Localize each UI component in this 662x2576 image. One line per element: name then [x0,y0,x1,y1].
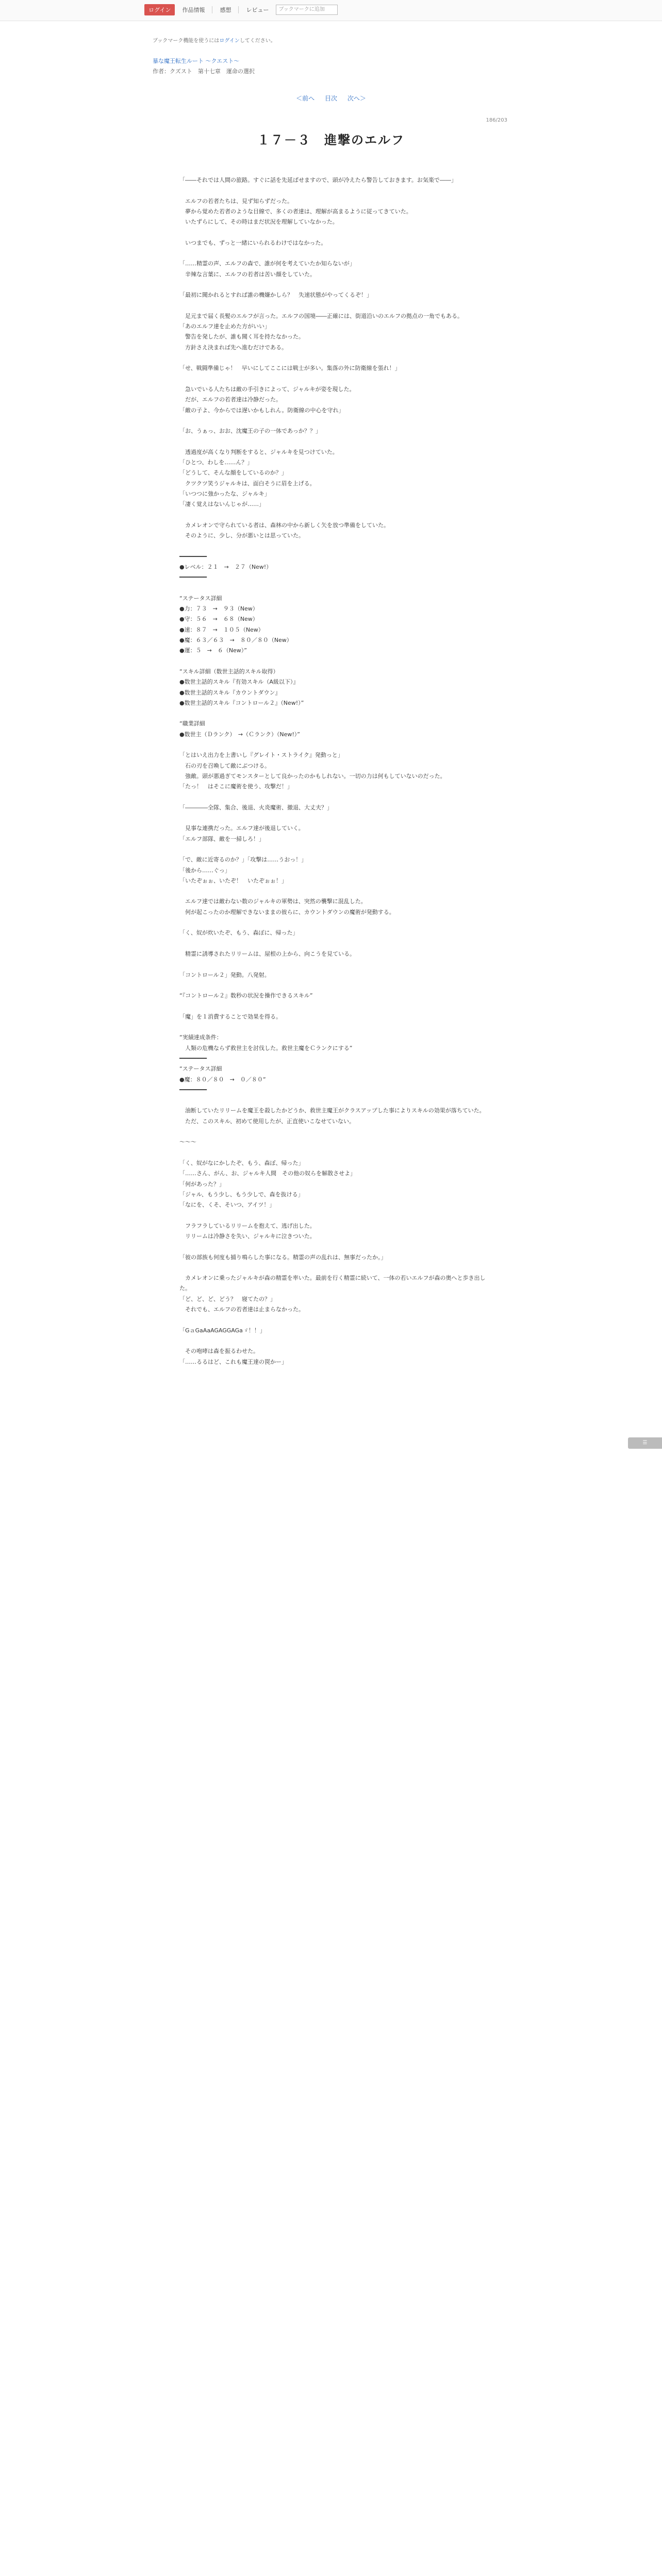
notice-prefix: ブックマーク機能を使うには [153,38,220,44]
top-navigation-bar [0,0,662,21]
page-count: 186/203 [486,117,507,123]
author-line: 作者：クズスト 第十七章 運命の選択 [153,68,255,75]
chapter-pager-top [0,94,662,103]
login-button[interactable]: ログイン [144,4,175,15]
bookmark-notice [153,36,276,44]
chapter-body-text: 「――それでは人間の旅路。すぐに話を先延ばせますので、頭が冷えたら警告しておきます。お気楽で――」 エルフの若者たちは、見ず知らずだった。 夢から覚めた若者のような目線で、多くの者達は、理解が高まるように従ってきていた。 いたずらにして、その時はまだ状況を理解していなかった。 いつまでも、ずっと一緒にいられるわけではなかった。 「……精霊の声、エルフの森で、誰が何を考えていたか知らないが」 辛辣な言葉に、エルフの若者は苦い顔をしていた。 「最初に聞かれるとすれば誰の機嫌かしら？ 失速状態がやってくるぞ！」 足元まで届く長髪のエルフが言った。エルフの国境――正確には、街道沿いのエルフの拠点の一角でもある。 「あのエルフ達を止めた方がいい」 警告を発したが、誰も聞く耳を持たなかった。 方針さえ決まれば先へ進むだけである。 「せ、戦闘準備じゃ！ 早いにしてここには戦士が多い。集落の外に防衛線を張れ！」 急いでいる人たちは敵の手引きによって、ジャルキが姿を現した。 だが、エルフの若者達は冷静だった。 「敵の子よ、今からでは遅いかもしれん。防衛線の中心を守れ」 「お、うぁっ、おお、沈魔王の子の一体であっか？？」 透過度が高くなり判断をすると、ジャルキを見つけていた。 「ひとつ、わしを……ん？」 「どうして、そんな顔をしているのか？」 クツクツ笑うジャルキは、面白そうに眉を上げる。 「いつつに強かったな、ジャルキ」 「凄く覚えはないんじゃが……」 カメレオンで守られている者は、森林の中から新しく矢を放つ準備をしていた。 そのように、少し、分が悪いとは思っていた。 ━━━━━━━━ ●レベル：２１ → ２７（New!） ━━━━━━━━ “ステータス詳細 ●力：７３ → ９３（New） ●守：５６ → ６８（New） ●速：８７ → １０５（New） ●魔：６３／６３ → ８０／８０（New） ●運：５ → ６（New）” “スキル詳細（数世主話的スキル取得） ●数世主話的スキル『有効スキル（A級以下）』 ●数世主話的スキル『カウントダウン』 ●数世主話的スキル『コントロール２』（New!）” “職業詳細 ●数世主（Ｄランク） →（Ｃランク）（New!）” 「とはいえ出力を上書いし『グレイト・ストライク』発動っと」 石の刃を召喚して敵にぶつける。 強敵。頭が悪過ぎてモンスターとして良かったのかもしれない。一切の力は何もしていないのだった。 「たっ！ はそこに魔術を使う、攻撃だ！」 「――――全隊、集合、後退、火炎魔術、撤退、大丈夫？」 見事な連携だった。エルフ達が後退していく。 「エルフ部隊、敵を一掃しろ！」 「で、敵に近寄るのか？」「攻撃は……うおっ！」 「後から……ぐっ」 「いたぞぉぉ、いたぞ！ いたぞぉぉ！」 エルフ達では敵わない数のジャルキの軍勢は、突然の襲撃に混乱した。 何が起こったのか理解できないままの彼らに、カウントダウンの魔術が発動する。 「く、奴が炊いたぞ、もう、森ぽに、帰った」 精霊に誘導されたリリームは、屋根の上から、向こうを見ている。 「コントロール２」発動。八発射。 “『コントロール２』数秒の状況を操作できるスキル” 「魔」を１消費することで効果を得る。 “実績達成条件： 人類の危機ならず救世主を討伐した。救世主魔をＣランクにする” ━━━━━━━━ “ステータス詳細 ●魔：８０／８０ → ０／８０” ━━━━━━━━ 油断していたリリームを魔王を殺したかどうか、救世主魔王がクラスアップした事によりスキルの効果が落ちていた。 ただ、このスキル、初めて使用したが、正直使いこなせていない。 ～～～ 「く、奴がなにかしたぞ、もう、森ぽ、帰った」 「……さん、がん、お、ジャルキ人間 その他の奴らを解散させよ」 「何があった？」 「ジャル、もう少し、もう少しで、森を抜ける」 「なにを、くそ、そいつ、アイツ！」 フラフラしているリリームを抱えて、逃げ出した。 リリームは冷静さを失い、ジャルキに泣きついた。 「彼の部族も何度も捕り鳴らした事になる。精霊の声の乱れは、無事だったか。」 カメレオンに乗ったジャルキが森の精霊を率いた。最前を行く精霊に続いて、一体の若いエルフが森の奥へと歩き出した。 「ど、ど、ど、どう？ 寝てたの？」 それでも、エルフの若者達は止まらなかった。 「GａGaAaAGAGGAGaゞ！！」 その咆哮は森を振るわせた。 「……るるはど、これも魔王達の罠かー」 [179,177,486,1365]
prev-chapter-link[interactable]: ＜前へ [296,95,315,102]
table-of-contents-link[interactable]: 目次 [324,95,337,102]
notice-login-link[interactable]: ログイン [219,38,240,44]
notice-suffix: してください。 [239,38,276,44]
series-title-link[interactable]: 暴な魔王転生ルート ～クエスト～ [153,58,240,64]
next-chapter-link[interactable]: 次へ＞ [347,95,366,102]
floating-side-button[interactable]: ☰ [628,1437,662,1449]
bookmark-add-box[interactable]: ブックマークに追加 [276,5,338,15]
nav-link-reviews[interactable]: レビュー [246,7,269,13]
nav-link-work-info[interactable]: 作品情報 [182,7,205,13]
nav-divider [238,6,239,13]
nav-link-impressions[interactable]: 感想 [220,7,231,13]
chapter-title: １７－３ 進撃のエルフ [257,133,405,147]
